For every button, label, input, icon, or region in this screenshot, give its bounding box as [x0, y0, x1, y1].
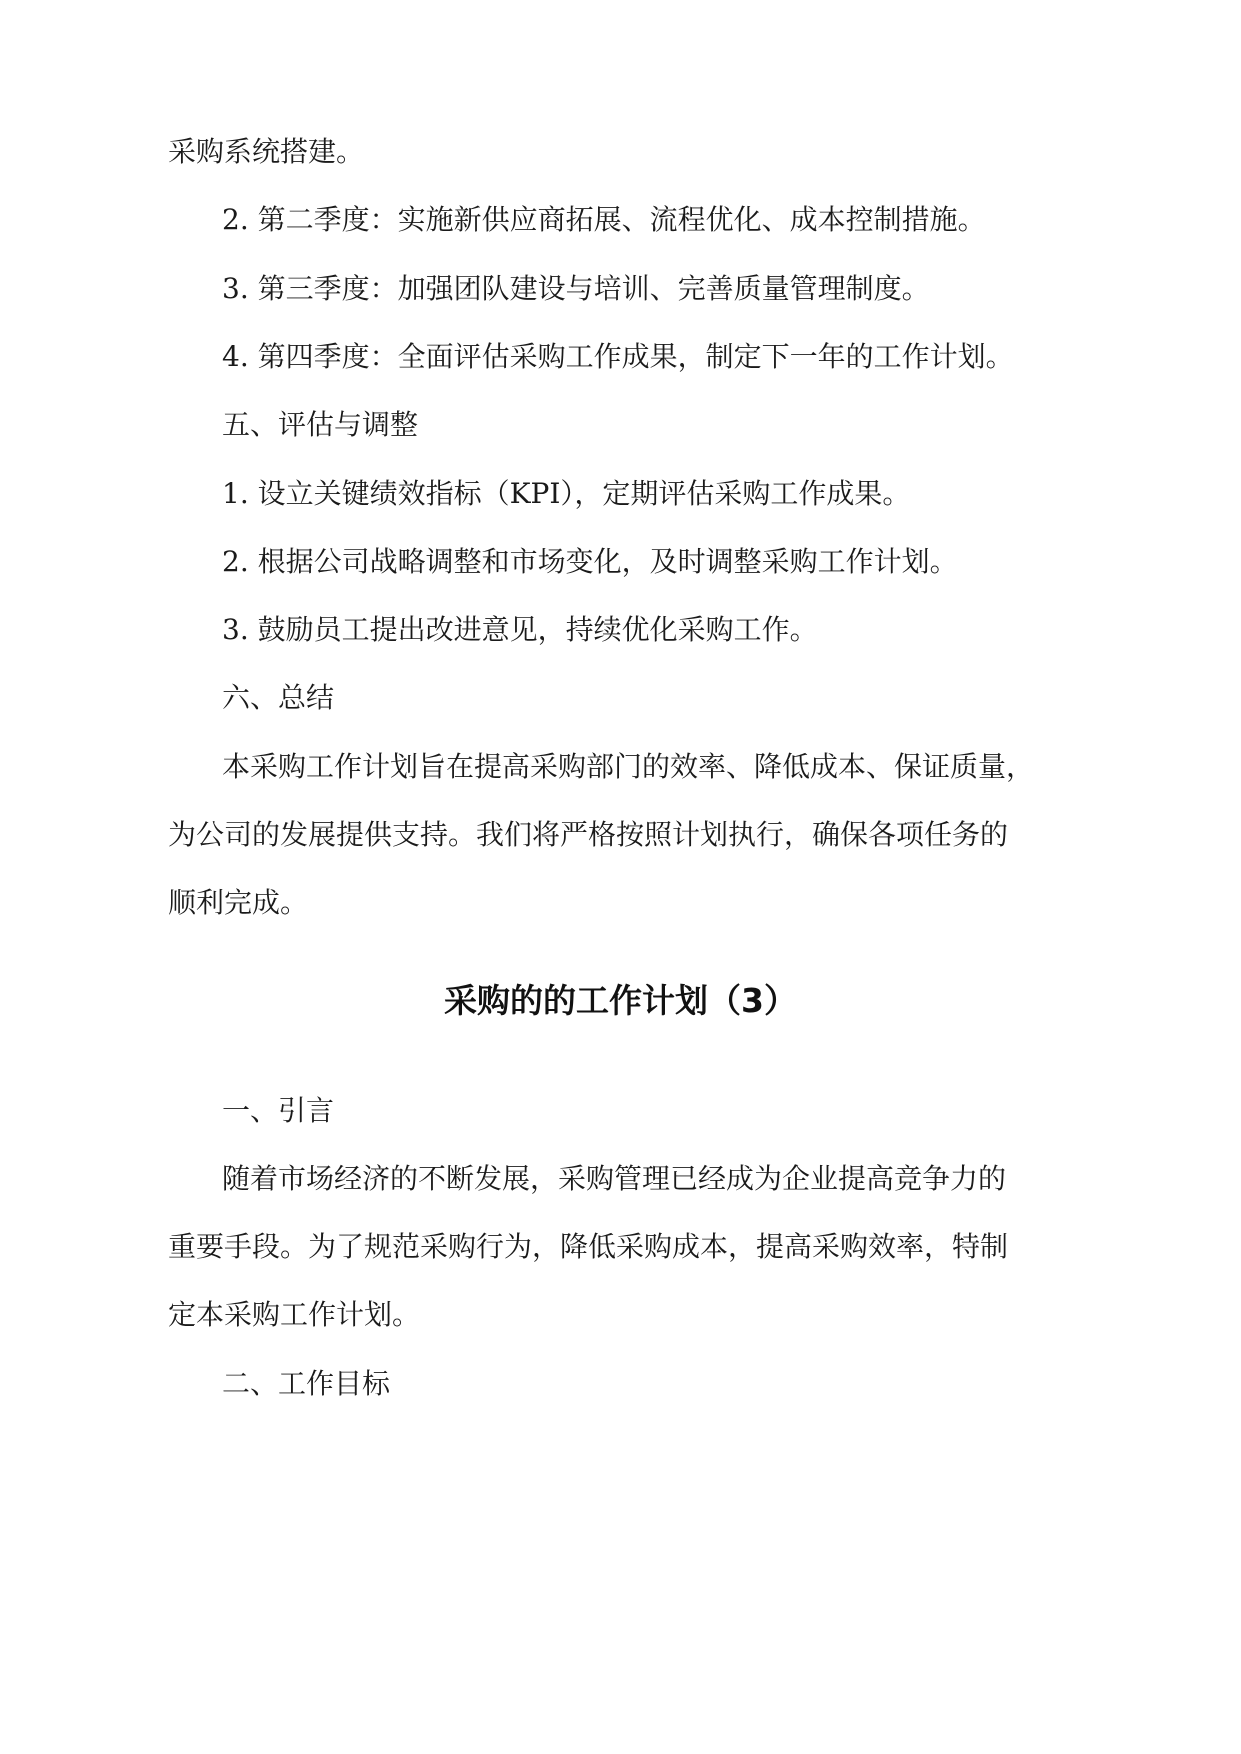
section-heading-evaluation: 五、评估与调整: [222, 408, 419, 441]
section-heading-goals: 二、工作目标: [222, 1367, 391, 1400]
section-title: 采购的的工作计划（3）: [444, 981, 797, 1020]
list-item-q2: 2. 第二季度：实施新供应商拓展、流程优化、成本控制措施。: [222, 203, 986, 236]
list-item-q4: 4. 第四季度：全面评估采购工作成果，制定下一年的工作计划。: [222, 340, 1014, 373]
list-item-adjust: 2. 根据公司战略调整和市场变化，及时调整采购工作计划。: [222, 545, 958, 578]
paragraph-line: 顺利完成。: [168, 886, 309, 919]
paragraph-line: 重要手段。为了规范采购行为，降低采购成本，提高采购效率，特制: [168, 1230, 1009, 1263]
list-item-q3: 3. 第三季度：加强团队建设与培训、完善质量管理制度。: [222, 272, 930, 305]
section-heading-intro: 一、引言: [222, 1094, 335, 1127]
section-heading-summary: 六、总结: [222, 681, 335, 714]
paragraph-line: 随着市场经济的不断发展，采购管理已经成为企业提高竞争力的: [222, 1162, 1007, 1195]
list-item-encourage: 3. 鼓励员工提出改进意见，持续优化采购工作。: [222, 613, 818, 646]
paragraph-line: 为公司的发展提供支持。我们将严格按照计划执行，确保各项任务的: [168, 818, 1009, 851]
paragraph-line: 采购系统搭建。: [168, 135, 365, 168]
list-item-kpi: 1. 设立关键绩效指标（KPI），定期评估采购工作成果。: [222, 477, 911, 510]
paragraph-line: 本采购工作计划旨在提高采购部门的效率、降低成本、保证质量，: [222, 750, 1035, 783]
paragraph-line: 定本采购工作计划。: [168, 1298, 421, 1331]
